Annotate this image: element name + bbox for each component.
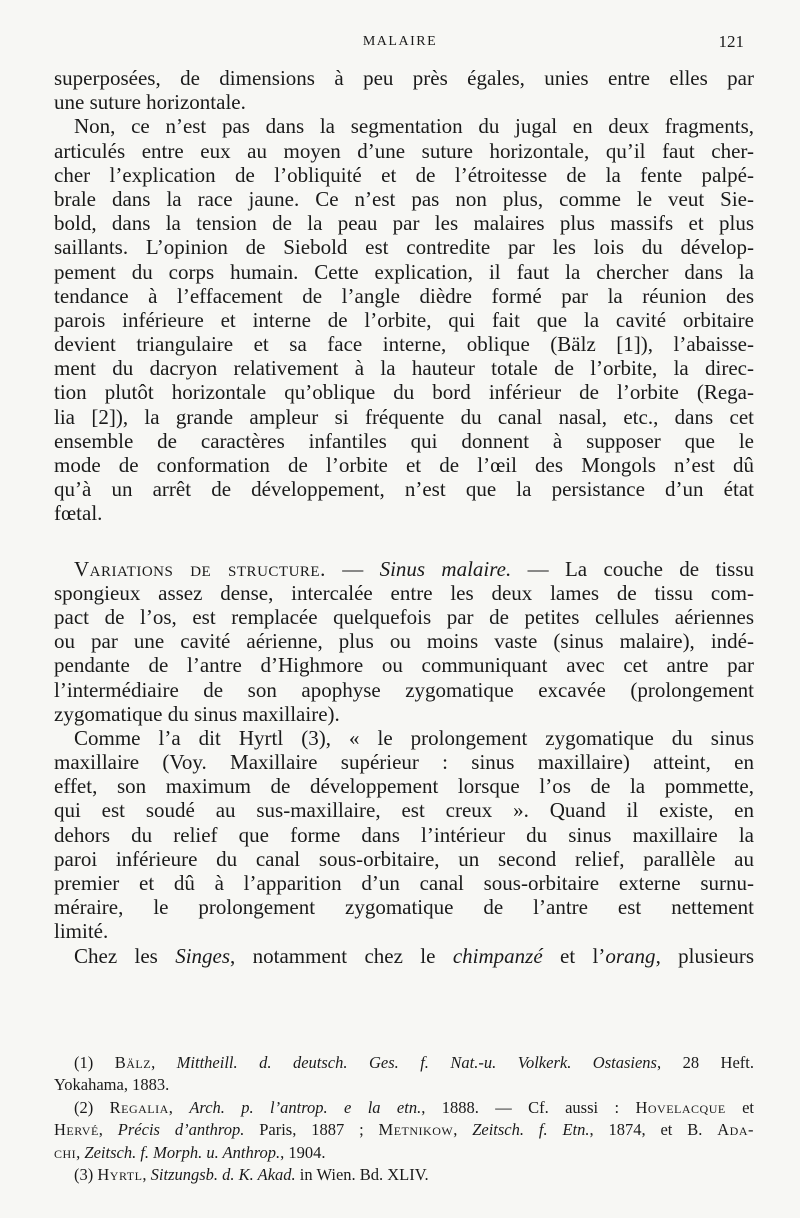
section-gap bbox=[54, 526, 754, 557]
footnote-1 bbox=[54, 1052, 754, 1074]
footnote-author: Bälz bbox=[114, 1053, 152, 1072]
text-line: limité. bbox=[54, 919, 109, 944]
text-line: zygomatique du sinus maxillaire). bbox=[54, 701, 340, 726]
text-line: effet, son maximum de développement lorsque l’os de la pommette, bbox=[54, 774, 754, 799]
dash: — bbox=[511, 556, 565, 581]
text-line: l’intermédiaire de son apophyse zygomatique excavée (prolongement bbox=[54, 677, 754, 702]
footnote-title: Zeitsch. f. Morph. u. Anthrop. bbox=[84, 1142, 281, 1162]
text-line: parois inférieure et interne de l’orbite, qui fait que la cavité orbitaire bbox=[54, 307, 754, 332]
text-line: premier et dû à l’apparition d’un canal sous-orbitaire externe surnu- bbox=[54, 871, 754, 895]
page-number: 121 bbox=[718, 32, 744, 51]
footnote-2 bbox=[54, 1097, 754, 1119]
footnote-2-cont bbox=[54, 1142, 754, 1164]
footnote-title: Sitzungsb. d. K. Akad. bbox=[150, 1164, 296, 1184]
text-run: , 1904. bbox=[280, 1142, 326, 1162]
footnote-author: chi bbox=[54, 1142, 77, 1162]
text-run: , 1874, et B. bbox=[589, 1120, 718, 1140]
section-heading-line bbox=[54, 557, 754, 581]
text-line: ment du dacryon relativement à la hauteur totale de l’orbite, la direc- bbox=[54, 356, 754, 381]
text-run: , 1888. — Cf. aussi : bbox=[421, 1097, 636, 1117]
italic-run: Singes bbox=[175, 943, 231, 968]
footnote-author: Regalia bbox=[109, 1097, 169, 1117]
footnote-author: Metnikow bbox=[378, 1120, 454, 1140]
text-line: qu’à un arrêt de développement, n’est que la persistance d’un état bbox=[54, 477, 754, 502]
text-line: bold, dans la tension de la peau par les malaires plus massifs et plus bbox=[54, 211, 754, 236]
section-lead-text: La couche de tissu bbox=[564, 556, 755, 581]
text-line: cher l’explication de l’obliquité et de l’étroitesse de la fente palpé- bbox=[54, 162, 754, 187]
footnote-author: Ada- bbox=[717, 1120, 755, 1140]
text-line: ou par une cavité aérienne, plus ou moins vaste (sinus malaire), indé- bbox=[54, 629, 754, 654]
footnote-3 bbox=[54, 1164, 754, 1186]
text-line: superposées, de dimensions à peu près égales, unies entre elles par bbox=[54, 66, 754, 90]
footnote-1-cont: Yokahama, 1883. bbox=[54, 1075, 170, 1095]
running-title: MALAIRE bbox=[362, 34, 438, 49]
text-line: maxillaire (Voy. Maxillaire supérieur : sinus maxillaire) atteint, en bbox=[54, 750, 754, 775]
text-run: in Wien. Bd. XLIV. bbox=[295, 1164, 429, 1184]
footnote-title: Zeitsch. f. Etn. bbox=[472, 1120, 590, 1140]
text-run: Chez les bbox=[74, 943, 176, 968]
text-run: , bbox=[76, 1142, 85, 1162]
footnote-title: Arch. p. l’antrop. e la etn. bbox=[189, 1097, 422, 1117]
running-head bbox=[0, 30, 800, 54]
text-line: articulés entre eux au moyen d’une suture horizontale, qu’il faut cher- bbox=[54, 138, 754, 163]
footnote-number: (2) bbox=[74, 1097, 110, 1117]
text-line: paroi inférieure du canal sous-orbitaire, un second relief, parallèle au bbox=[54, 846, 754, 871]
text-line: une suture horizontale. bbox=[54, 90, 246, 115]
text-run: , bbox=[142, 1164, 151, 1184]
text-line: tion plutôt horizontale qu’oblique du bord inférieur de l’orbite (Rega- bbox=[54, 380, 754, 405]
footnote-author: Hyrtl bbox=[97, 1164, 143, 1184]
text-run: , notamment chez le bbox=[230, 943, 453, 968]
text-line: pact de l’os, est remplacée quelquefois par de petites cellules aériennes bbox=[54, 604, 754, 629]
text-line: lia [2]), la grande ampleur si fréquente du canal nasal, etc., dans cet bbox=[54, 404, 754, 429]
footnotes bbox=[54, 1052, 754, 1186]
text-line: pendante de l’antre d’Highmore ou communiquant avec cet antre par bbox=[54, 653, 754, 678]
text-run: et bbox=[725, 1097, 755, 1117]
text-line: tendance à l’effacement de l’angle dièdre formé par la réunion des bbox=[54, 283, 754, 308]
footnote-number: (1) bbox=[74, 1053, 115, 1072]
text-run: , bbox=[453, 1120, 473, 1140]
text-run: et l’ bbox=[542, 943, 606, 968]
text-line: Non, ce n’est pas dans la segmentation du jugal en deux fragments, bbox=[74, 114, 754, 139]
text-line: brale dans la race jaune. Ce n’est pas non plus, comme le veut Sie- bbox=[54, 186, 754, 211]
text-line: dehors du relief que forme dans l’intérieur du sinus maxillaire la bbox=[54, 822, 754, 847]
text-line: qui est soudé au sus-maxillaire, est creux ». Quand il existe, en bbox=[54, 798, 754, 823]
body-text bbox=[54, 66, 754, 968]
text-line: ensemble de caractères infantiles qui donnent à supposer que le bbox=[54, 428, 754, 453]
footnote-title: Mittheill. d. deutsch. Ges. f. Nat.-u. Volkerk. Ostasiens bbox=[176, 1053, 657, 1072]
text-run: , bbox=[151, 1053, 177, 1072]
text-line: Comme l’a dit Hyrtl (3), « le prolongement zygomatique du sinus bbox=[74, 725, 754, 750]
text-line: spongieux assez dense, intercalée entre les deux lames de tissu com- bbox=[54, 580, 754, 605]
footnote-2-cont bbox=[54, 1119, 754, 1141]
section-heading: Variations de structure. bbox=[74, 556, 326, 581]
italic-run: chimpanzé bbox=[452, 943, 543, 968]
text-line bbox=[54, 944, 754, 968]
text-line: saillants. L’opinion de Siebold est contredite par les lois du dévelop- bbox=[54, 235, 754, 260]
italic-run: orang bbox=[605, 943, 656, 968]
text-line: mode de conformation de l’orbite et de l’œil des Mongols n’est dû bbox=[54, 453, 754, 477]
text-run: Paris, 1887 ; bbox=[244, 1120, 379, 1140]
dash: — bbox=[325, 556, 380, 581]
text-run: , bbox=[168, 1097, 190, 1117]
footnote-author: Hervé bbox=[54, 1120, 99, 1140]
footnote-author: Hovelacque bbox=[635, 1097, 726, 1117]
footnote-title: Précis d’anthrop. bbox=[117, 1120, 245, 1140]
text-run: , bbox=[98, 1120, 118, 1140]
text-run: , plusieurs bbox=[655, 943, 755, 968]
text-line: méraire, le prolongement zygomatique de l’antre est nettement bbox=[54, 895, 754, 920]
text-line: fœtal. bbox=[54, 501, 103, 526]
text-line: pement du corps humain. Cette explication, il faut la chercher dans la bbox=[54, 259, 754, 284]
section-subheading: Sinus malaire. bbox=[379, 556, 512, 581]
footnote-number: (3) bbox=[74, 1164, 98, 1184]
text-run: , 28 Heft. bbox=[656, 1053, 754, 1072]
text-line: devient triangulaire et sa face interne, oblique (Bälz [1]), l’abaisse- bbox=[54, 332, 754, 357]
